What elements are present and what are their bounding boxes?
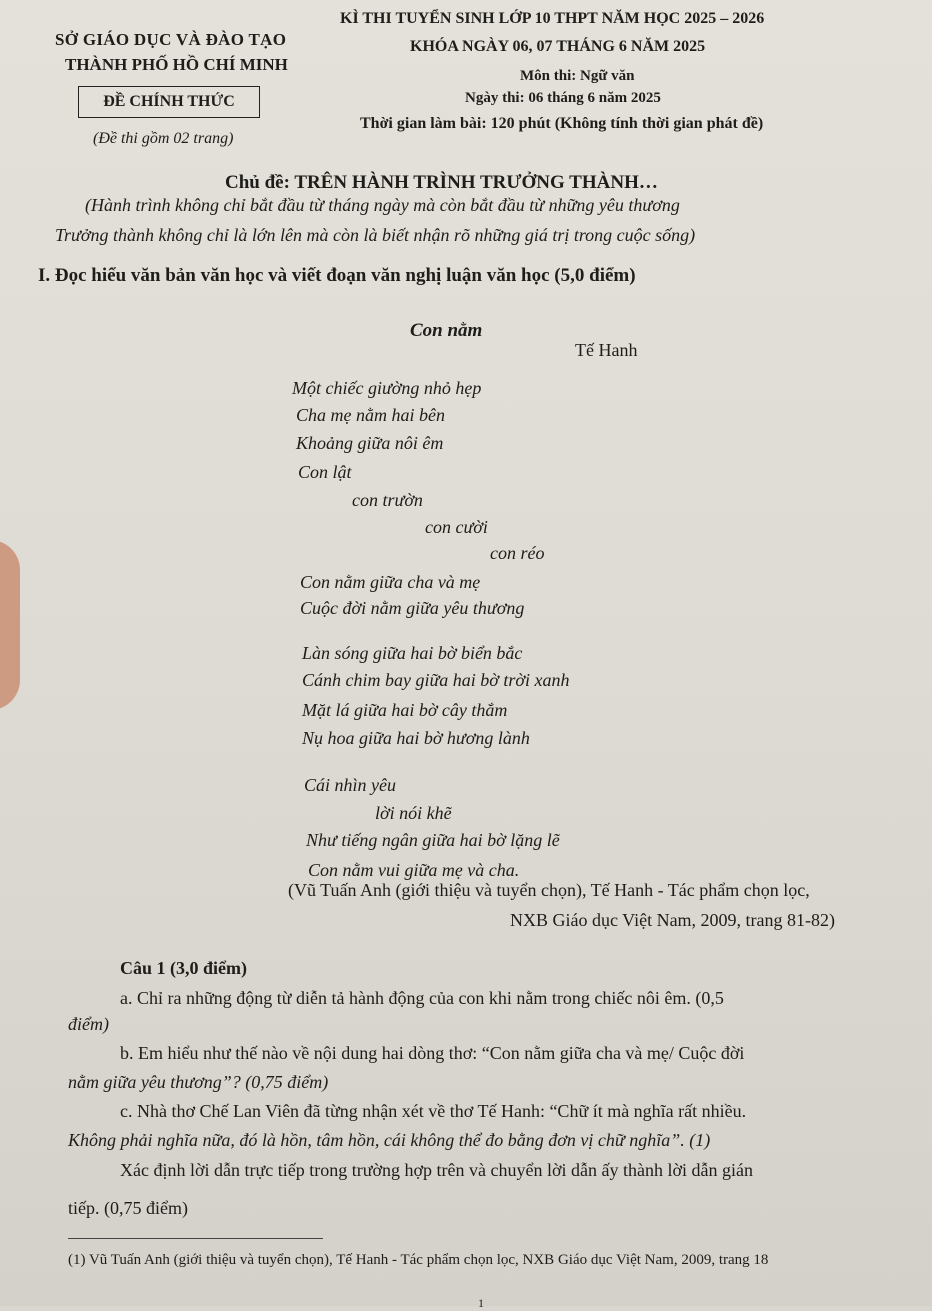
exam-subject: Môn thi: Ngữ văn — [520, 68, 635, 84]
question-b-line1: b. Em hiểu như thế nào về nội dung hai dòng thơ: “Con nằm giữa cha và mẹ/ Cuộc đời — [120, 1043, 745, 1063]
topic-intro-line1: (Hành trình không chỉ bắt đầu từ tháng ngày mà còn bắt đầu từ những yêu thương — [85, 195, 680, 215]
topic-intro-line2: Trưởng thành không chỉ là lớn lên mà còn là biết nhận rõ những giá trị trong cuộc sống) — [55, 225, 696, 245]
poem-line: Con nằm vui giữa mẹ và cha. — [308, 860, 520, 880]
footnote-divider — [68, 1238, 323, 1239]
question-c-line3: Xác định lời dẫn trực tiếp trong trường hợp trên và chuyển lời dẫn ấy thành lời dẫn gián — [120, 1160, 753, 1180]
question-b-line2: nằm giữa yêu thương”? (0,75 điểm) — [68, 1072, 329, 1092]
question-heading: Câu 1 (3,0 điểm) — [120, 958, 247, 978]
poem-author: Tế Hanh — [575, 340, 638, 360]
poem-line: Một chiếc giường nhỏ hẹp — [292, 378, 482, 398]
page-number: 1 — [478, 1296, 484, 1310]
footnote: (1) Vũ Tuấn Anh (giới thiệu và tuyển chọn), Tế Hanh - Tác phẩm chọn lọc, NXB Giáo dục Việt Nam, 2009, trang 18 — [68, 1252, 769, 1268]
poem-line: Mặt lá giữa hai bờ cây thắm — [302, 700, 508, 720]
question-c-line2: Không phải nghĩa nữa, đó là hồn, tâm hồn, cái không thể đo bằng đơn vị chữ nghĩa”. (1) — [68, 1130, 711, 1150]
question-a-line1: a. Chỉ ra những động từ diễn tả hành động của con khi nằm trong chiếc nôi êm. (0,5 — [120, 988, 724, 1008]
exam-session: KHÓA NGÀY 06, 07 THÁNG 6 NĂM 2025 — [410, 38, 706, 55]
poem-line: Cái nhìn yêu — [304, 775, 396, 795]
pages-note: (Đề thi gồm 02 trang) — [93, 130, 234, 147]
question-a-line2: điểm) — [68, 1014, 109, 1034]
question-c-line1: c. Nhà thơ Chế Lan Viên đã từng nhận xét về thơ Tế Hanh: “Chữ ít mà nghĩa rất nhiều. — [120, 1101, 747, 1121]
poem-line: Cha mẹ nằm hai bên — [296, 405, 445, 425]
poem-source-line1: (Vũ Tuấn Anh (giới thiệu và tuyển chọn), Tế Hanh - Tác phẩm chọn lọc, — [288, 880, 810, 900]
exam-title: KÌ THI TUYỂN SINH LỚP 10 THPT NĂM HỌC 2025 – 2026 — [340, 10, 765, 27]
exam-date: Ngày thi: 06 tháng 6 năm 2025 — [465, 90, 661, 106]
poem-title: Con nằm — [410, 320, 483, 341]
poem-line: Làn sóng giữa hai bờ biển bắc — [302, 643, 523, 663]
poem-line: Con nằm giữa cha và mẹ — [300, 572, 481, 592]
exam-duration: Thời gian làm bài: 120 phút (Không tính thời gian phát đề) — [360, 115, 764, 132]
poem-line: Con lật — [298, 462, 352, 482]
department-name: SỞ GIÁO DỤC VÀ ĐÀO TẠO — [55, 30, 287, 49]
topic-title: Chủ đề: TRÊN HÀNH TRÌNH TRƯỞNG THÀNH… — [225, 172, 658, 193]
poem-line: con réo — [490, 543, 545, 563]
poem-line: lời nói khẽ — [375, 803, 452, 823]
poem-source-line2: NXB Giáo dục Việt Nam, 2009, trang 81-82) — [510, 910, 836, 930]
question-c-line4: tiếp. (0,75 điểm) — [68, 1198, 188, 1218]
poem-line: Như tiếng ngân giữa hai bờ lặng lẽ — [306, 830, 560, 850]
poem-line: Cuộc đời nằm giữa yêu thương — [300, 598, 525, 618]
poem-line: con cười — [425, 517, 488, 537]
city-name: THÀNH PHỐ HỒ CHÍ MINH — [65, 55, 288, 74]
thumb-shadow — [0, 540, 20, 710]
section-heading: I. Đọc hiểu văn bản văn học và viết đoạn văn nghị luận văn học (5,0 điểm) — [38, 265, 636, 286]
official-badge: ĐỀ CHÍNH THỨC — [78, 86, 260, 118]
poem-line: Nụ hoa giữa hai bờ hương lành — [302, 728, 530, 748]
poem-line: Khoảng giữa nôi êm — [296, 433, 444, 453]
poem-line: con trườn — [352, 490, 423, 510]
poem-line: Cánh chim bay giữa hai bờ trời xanh — [302, 670, 570, 690]
